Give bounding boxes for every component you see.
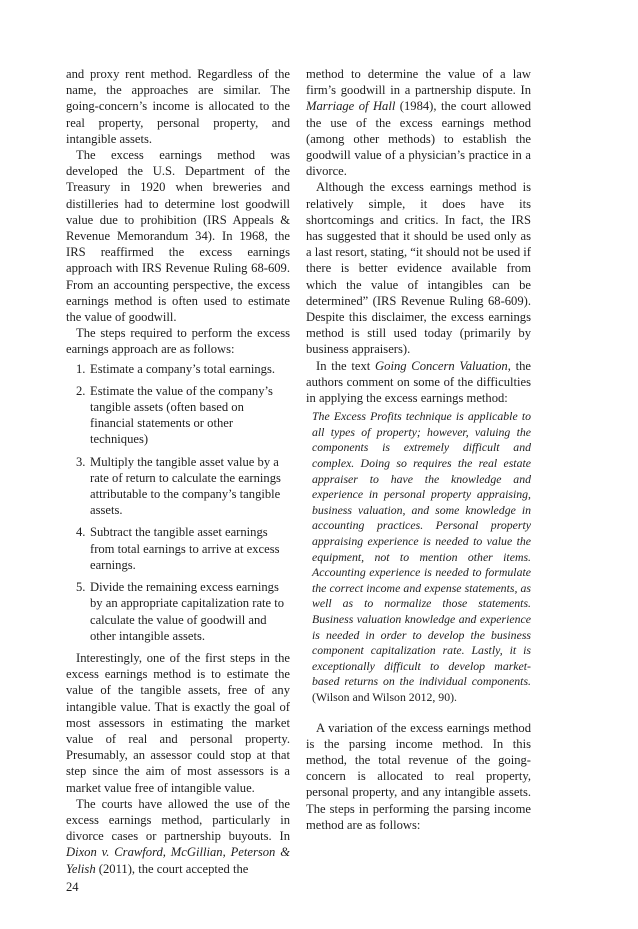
list-item-text: Multiply the tangible asset value by a rate of return to calculate the earnings attributable to the company’s tangible assets. — [90, 454, 281, 518]
list-item-text: Subtract the tangible asset earnings from total earnings to arrive at excess earnings. — [90, 525, 280, 572]
paragraph-shortcomings: Although the excess earnings method is relatively simple, it does have its shortcomings and critics. In fact, the IRS has suggested that it should be used only as a last resort, stating, “it should not be used if there is better evidence available from which the value of intangibles can be determined” (IRS Revenue Ruling 68-609). Despite this disclaimer, the excess earnings method is still used today (primarily by business appraisers). — [306, 180, 531, 357]
paragraph-steps-intro: The steps required to perform the excess earnings approach are as follows: — [66, 326, 290, 357]
list-item-number: 5. — [76, 580, 86, 595]
law-firm-text-a: method to determine the value of a law firm’s goodwill in a partnership dispute. In — [306, 67, 531, 98]
list-item-number: 2. — [76, 383, 86, 398]
paragraph-proxy-rent: and proxy rent method. Regardless of the name, the approaches are similar. The going-concern’s income is allocated to the real property, personal property, and intangible assets. — [66, 67, 290, 146]
left-column — [66, 66, 290, 877]
list-item — [76, 524, 290, 573]
steps-list — [66, 361, 290, 644]
going-concern-text-b: , the authors comment on some of the difficulties in applying the excess earnings method: — [306, 358, 531, 406]
quote-citation: (Wilson and Wilson 2012, 90). — [312, 689, 457, 704]
list-item-number: 1. — [76, 361, 86, 376]
block-quote — [312, 409, 531, 705]
list-item-text: Divide the remaining excess earnings by an appropriate capitalization rate to calculate the value of goodwill and other intangible assets. — [90, 580, 285, 643]
right-column — [306, 66, 531, 833]
list-item-number: 3. — [76, 454, 86, 469]
courts-text-b: (2011), the court accepted the — [95, 861, 249, 876]
list-item-number: 4. — [76, 525, 86, 540]
quote-text: The Excess Profits technique is applicable to all types of property; however, valuing the components is extremely difficult and complex. Doing so requires the real estate appraiser to have the knowledge and experience in personal property appraising, business valuation, and some knowledge in accounting practices. Personal property appraising experience is needed to value the equipment, not to mention other items. Accounting experience is needed to formulate the correct income and expense statements, as well as to normalize those statements. Business valuation knowledge and experience is needed in order to develop the business component capitalization rate. Lastly, it is exceptionally difficult to develop market-based returns on the individual components. — [312, 409, 531, 689]
paragraph-courts — [66, 796, 290, 877]
courts-text-a: The courts have allowed the use of the excess earnings method, particularly in divorce cases or partnership buyouts. In — [66, 796, 290, 844]
list-item — [76, 579, 290, 644]
book-title: Going Concern Valuation — [375, 358, 508, 373]
list-item — [76, 454, 290, 519]
spacer — [306, 706, 531, 720]
page-number: 24 — [66, 880, 79, 894]
going-concern-text-a: In the text — [316, 358, 376, 373]
list-item-text: Estimate a company’s total earnings. — [90, 361, 276, 376]
list-item-text: Estimate the value of the company’s tangible assets (often based on financial statements or other techniques) — [90, 383, 273, 447]
case-name: Dixon v. Crawford, McGillian, Peterson & Yelish — [66, 845, 290, 876]
paragraph-law-firm — [306, 66, 531, 179]
paragraph-going-concern — [306, 358, 531, 407]
law-firm-text-b: (1984), the court allowed the use of the excess earnings method (among other methods) to establish the goodwill value of a physician’s practice in a divorce. — [306, 99, 531, 179]
paragraph-excess-earnings-history: The excess earnings method was developed the U.S. Department of the Treasury in 1920 when breweries and distilleries had to determine lost goodwill value due to prohibition (IRS Appeals & Revenue Memorandum 34). In 1968, the IRS reaffirmed the excess earnings approach with IRS Revenue Ruling 68-609. From an accounting perspective, the excess earnings method is often used to estimate the value of goodwill. — [66, 148, 290, 325]
list-item — [76, 361, 290, 377]
paragraph-parsing-income: A variation of the excess earnings method is the parsing income method. In this method, the total revenue of the going-concern is allocated to real property, personal property, and any intangible assets. The steps in performing the parsing income method are as follows: — [306, 720, 531, 832]
case-name: Marriage of Hall — [306, 99, 396, 114]
paragraph-tangible-assets: Interestingly, one of the first steps in the excess earnings method is to estimate the value of the tangible assets, free of any intangible value. That is exactly the goal of most assessors in estimating the market value of real and personal property. Presumably, an assessor could stop at that step since the aim of most assessors is a market value free of intangible value. — [66, 650, 290, 795]
list-item — [76, 383, 290, 448]
